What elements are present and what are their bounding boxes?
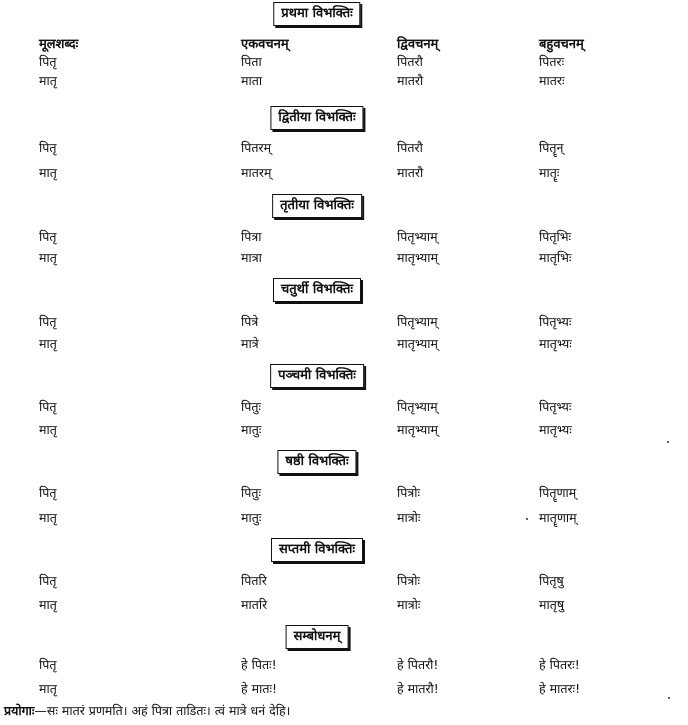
cell-root: पितृ: [39, 314, 57, 329]
cell-plural: पितरः: [539, 54, 565, 69]
cell-singular: हे पितः!: [241, 657, 277, 672]
cell-root: पितृ: [39, 399, 57, 414]
cell-singular: पित्रा: [241, 229, 262, 244]
cell-plural: पितृभिः: [539, 229, 572, 244]
cell-root: मातृ: [39, 165, 57, 180]
scan-speck: [526, 518, 528, 520]
cell-dual: हे पितरौ!: [397, 657, 439, 672]
cell-root: मातृ: [39, 250, 57, 265]
header-singular: एकवचनम्: [241, 37, 289, 52]
usage-text: —सः मातरं प्रणमति। अहं पित्रा ताडितः। त्वं मात्रे धनं देहि।: [34, 703, 291, 718]
cell-singular: पितरि: [241, 573, 267, 588]
cell-dual: मात्रोः: [397, 597, 421, 612]
cell-dual: पित्रोः: [397, 573, 421, 588]
cell-root: पितृ: [39, 657, 57, 672]
cell-root: मातृ: [39, 597, 57, 612]
cell-singular: पिता: [241, 54, 262, 69]
cell-plural: हे पितरः!: [539, 657, 580, 672]
cell-plural: पितृभ्यः: [539, 314, 572, 329]
cell-singular: मातरम्: [241, 165, 272, 180]
cell-plural: मातॄः: [539, 165, 560, 180]
cell-singular: पितरम्: [241, 140, 272, 155]
cell-root: पितृ: [39, 573, 57, 588]
cell-dual: पितृभ्याम्: [397, 229, 438, 244]
scan-speck: [667, 441, 669, 443]
cell-dual: मातृभ्याम्: [397, 422, 439, 437]
cell-dual: पितरौ: [397, 140, 423, 155]
section-title-panchami: पञ्चमी विभक्तिः: [270, 364, 364, 388]
section-title-tritiya: तृतीया विभक्तिः: [272, 194, 362, 218]
scan-speck: [668, 697, 670, 699]
cell-dual: पितरौ: [397, 54, 423, 69]
cell-root: मातृ: [39, 73, 57, 88]
cell-singular: मातरि: [241, 597, 268, 612]
cell-plural: मातृषु: [539, 597, 565, 612]
cell-singular: माता: [241, 73, 263, 88]
cell-dual: मातरौ: [397, 73, 424, 88]
cell-dual: मातृभ्याम्: [397, 336, 439, 351]
header-dual: द्विवचनम्: [397, 37, 439, 52]
cell-dual: मातरौ: [397, 165, 424, 180]
cell-singular: मात्रा: [241, 250, 262, 265]
usage-line: [4, 702, 290, 719]
cell-singular: हे मातः!: [241, 681, 277, 696]
cell-dual: पितृभ्याम्: [397, 314, 438, 329]
cell-root: मातृ: [39, 422, 57, 437]
section-title-prathama: प्रथमा विभक्तिः: [273, 2, 360, 26]
usage-label: प्रयोगाः: [4, 703, 35, 718]
cell-plural: पितॄन्: [539, 140, 564, 155]
cell-plural: मातृभ्यः: [539, 422, 572, 437]
header-plural: बहुवचनम्: [539, 37, 584, 52]
cell-root: पितृ: [39, 140, 57, 155]
cell-plural: पितॄणाम्: [539, 485, 577, 500]
cell-plural: मातरः: [539, 73, 565, 88]
section-title-shashthi: षष्ठी विभक्तिः: [277, 450, 356, 474]
section-title-chaturthi: चतुर्थी विभक्तिः: [273, 278, 361, 302]
section-title-saptami: सप्तमी विभक्तिः: [271, 538, 363, 562]
cell-singular: पितुः: [241, 399, 261, 414]
cell-root: पितृ: [39, 229, 57, 244]
cell-root: मातृ: [39, 510, 57, 525]
cell-singular: मात्रे: [241, 336, 259, 351]
cell-plural: मातृभिः: [539, 250, 572, 265]
cell-root: पितृ: [39, 485, 57, 500]
cell-root: मातृ: [39, 336, 57, 351]
cell-plural: मातॄणाम्: [539, 510, 577, 525]
cell-dual: हे मातरौ!: [397, 681, 439, 696]
cell-plural: मातृभ्यः: [539, 336, 572, 351]
header-root-word: मूलशब्दः: [39, 37, 79, 52]
cell-root: मातृ: [39, 681, 57, 696]
cell-dual: मातृभ्याम्: [397, 250, 439, 265]
section-title-dvitiya: द्वितीया विभक्तिः: [270, 106, 363, 130]
cell-plural: पितृषु: [539, 573, 564, 588]
cell-singular: मातुः: [241, 510, 262, 525]
cell-singular: पित्रे: [241, 314, 259, 329]
cell-root: पितृ: [39, 54, 57, 69]
cell-plural: हे मातरः!: [539, 681, 581, 696]
cell-singular: पितुः: [241, 485, 261, 500]
cell-plural: पितृभ्यः: [539, 399, 572, 414]
cell-dual: मात्रोः: [397, 510, 421, 525]
cell-singular: मातुः: [241, 422, 262, 437]
cell-dual: पितृभ्याम्: [397, 399, 438, 414]
cell-dual: पित्रोः: [397, 485, 421, 500]
section-title-sambodhana: सम्बोधनम्: [286, 625, 349, 649]
